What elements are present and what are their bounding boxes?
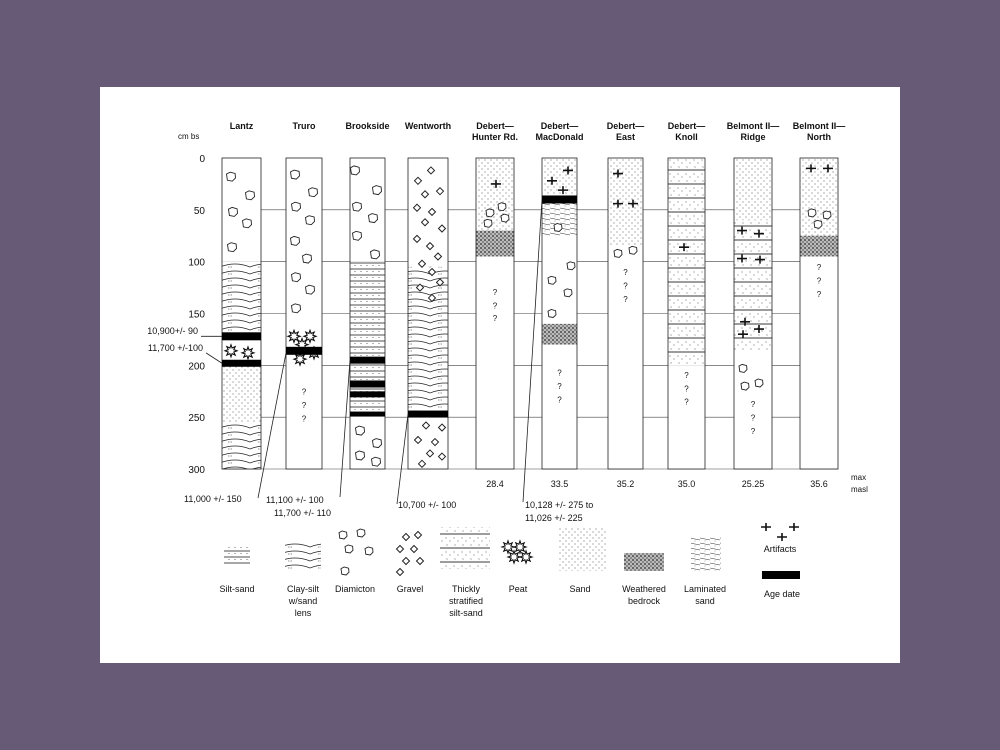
stratigraphy-diagram bbox=[100, 87, 900, 663]
layer-fill-brookside bbox=[350, 262, 385, 412]
diamicton-clast bbox=[755, 379, 763, 387]
legend-label-laminated: sand bbox=[695, 596, 715, 606]
legend-label-diamicton: Diamicton bbox=[334, 584, 376, 594]
layer-fill-debert-macdonald bbox=[542, 324, 577, 345]
date-label-macdonald-1: 10,128 +/- 275 to bbox=[525, 500, 594, 510]
diamicton-clast bbox=[243, 219, 252, 228]
leader-line bbox=[340, 360, 350, 497]
diamicton-clast bbox=[567, 262, 575, 270]
depth-tick-label: 300 bbox=[188, 465, 205, 476]
peat-symbol bbox=[502, 541, 514, 553]
diamicton-clast bbox=[292, 202, 301, 211]
depth-tick-label: 200 bbox=[188, 361, 205, 373]
diamicton-clast bbox=[614, 249, 622, 257]
peat-symbol bbox=[514, 541, 526, 553]
depth-tick-label: 0 bbox=[199, 154, 205, 165]
diamicton-clast bbox=[246, 191, 255, 200]
diamicton-clast bbox=[823, 211, 831, 219]
layer-fill-debert-macdonald bbox=[542, 236, 577, 324]
depth-tick-label: 250 bbox=[188, 413, 205, 425]
diamicton-clast bbox=[292, 273, 301, 282]
diamicton-clast bbox=[814, 220, 822, 228]
diamicton-clast bbox=[741, 382, 749, 390]
unknown-marker: ? bbox=[750, 399, 756, 409]
stratigraphy-panel bbox=[100, 87, 900, 663]
unknown-marker: ? bbox=[816, 262, 822, 272]
legend-label-thick-silt: stratified bbox=[448, 596, 484, 606]
artifact-icon bbox=[761, 523, 771, 531]
depth-unit-label: cm bs bbox=[178, 132, 200, 141]
diamicton-clast bbox=[227, 172, 236, 181]
masl-value-debert-east: 35.2 bbox=[616, 479, 635, 489]
diamicton-clast bbox=[501, 214, 509, 222]
unknown-marker: ? bbox=[623, 281, 628, 291]
legend-label-gravel: Gravel bbox=[396, 584, 424, 594]
layer-fill-debert-hunter bbox=[476, 231, 514, 257]
legend-label-artifacts: Artifacts bbox=[763, 544, 797, 554]
diamicton-clast bbox=[309, 188, 318, 197]
age-date-bar bbox=[222, 360, 261, 367]
leader-line bbox=[397, 414, 408, 504]
unknown-marker: ? bbox=[623, 268, 628, 278]
diamicton-clast bbox=[357, 529, 365, 537]
diamicton-clast bbox=[356, 451, 365, 460]
unknown-marker: ? bbox=[557, 368, 562, 378]
diamicton-clast bbox=[341, 567, 349, 575]
peat-symbol bbox=[508, 551, 520, 563]
layer-fill-debert-macdonald bbox=[542, 158, 577, 199]
diamicton-clast bbox=[484, 219, 492, 227]
age-date-bar bbox=[222, 332, 261, 340]
gravel-clast bbox=[403, 534, 410, 541]
column-header-belmont-ridge: Ridge bbox=[740, 132, 766, 142]
diamicton-clast bbox=[303, 254, 312, 263]
age-date-bar bbox=[350, 380, 385, 387]
gravel-clast bbox=[415, 532, 422, 539]
layer-fill-debert-east bbox=[608, 158, 643, 246]
diamicton-clast bbox=[548, 310, 556, 318]
masl-value-debert-macdonald: 33.5 bbox=[550, 479, 569, 489]
unknown-marker: ? bbox=[684, 384, 689, 394]
diamicton-clast bbox=[228, 243, 237, 252]
layer-fill-belmont-north bbox=[800, 256, 838, 469]
peat-symbol bbox=[294, 353, 306, 365]
column-header-debert-east: East bbox=[615, 132, 636, 142]
diamicton-clast bbox=[629, 246, 637, 254]
legend-label-weathered: bedrock bbox=[627, 596, 661, 606]
gravel-clast bbox=[411, 546, 418, 553]
depth-tick-label: 100 bbox=[188, 257, 205, 269]
column-header-debert-macdonald: Debert— bbox=[540, 121, 579, 131]
max-label: max bbox=[851, 473, 867, 482]
gravel-clast bbox=[403, 558, 410, 565]
legend-sand-swatch bbox=[558, 527, 606, 571]
column-header-truro: Truro bbox=[292, 121, 316, 131]
unknown-marker: ? bbox=[816, 276, 822, 286]
layer-fill-debert-macdonald bbox=[542, 345, 577, 469]
legend-label-clay-silt: lens bbox=[294, 608, 312, 618]
masl-value-belmont-north: 35.6 bbox=[810, 479, 828, 489]
age-date-bar bbox=[286, 347, 322, 355]
elevation-values bbox=[486, 479, 828, 489]
date-label-truro-2: 11,700 +/- 110 bbox=[274, 508, 331, 518]
diamicton-clast bbox=[229, 207, 238, 216]
masl-value-belmont-ridge: 25.25 bbox=[741, 479, 765, 489]
column-header-debert-macdonald: MacDonald bbox=[535, 132, 584, 142]
diamicton-clast bbox=[369, 214, 378, 223]
column-header-debert-hunter: Debert— bbox=[476, 121, 514, 131]
gravel-clast bbox=[417, 558, 424, 565]
date-label-lantz-bottom: 11,000 +/- 150 bbox=[184, 494, 242, 504]
legend bbox=[219, 523, 800, 618]
column-header-belmont-north: North bbox=[807, 132, 831, 142]
diamicton-clast bbox=[486, 209, 494, 217]
unknown-marker: ? bbox=[492, 287, 498, 297]
age-date-bar bbox=[350, 357, 385, 364]
age-date-bar bbox=[408, 411, 448, 418]
layer-fill-lantz bbox=[222, 422, 261, 469]
unknown-marker: ? bbox=[557, 382, 562, 392]
column-header-belmont-north: Belmont II— bbox=[792, 121, 846, 131]
leader-line bbox=[258, 353, 286, 498]
layer-fill-debert-knoll bbox=[668, 365, 705, 469]
layer-fill-wentworth bbox=[408, 267, 448, 412]
legend-silt-sand-swatch bbox=[224, 547, 250, 565]
legend-label-clay-silt: w/sand bbox=[288, 596, 318, 606]
column-header-lantz: Lantz bbox=[229, 121, 254, 131]
legend-label-thick-silt: silt-sand bbox=[449, 608, 483, 618]
diamicton-clast bbox=[345, 545, 353, 553]
legend-clay-silt-swatch bbox=[285, 541, 321, 569]
legend-age-date-swatch bbox=[762, 571, 800, 579]
legend-label-weathered: Weathered bbox=[622, 584, 666, 594]
diamicton-clast bbox=[548, 276, 556, 284]
gravel-clast bbox=[397, 546, 404, 553]
layer-fill-lantz bbox=[222, 262, 261, 335]
column-header-debert-knoll: Debert— bbox=[667, 121, 706, 131]
diamicton-clast bbox=[356, 426, 365, 435]
unknown-marker: ? bbox=[557, 395, 562, 405]
column-header-debert-knoll: Knoll bbox=[675, 132, 698, 142]
diamicton-clast bbox=[291, 236, 300, 245]
legend-weathered-swatch bbox=[624, 553, 664, 571]
date-label-macdonald-2: 11,026 +/- 225 bbox=[525, 513, 583, 523]
legend-label-sand: Sand bbox=[569, 584, 591, 594]
diamicton-clast bbox=[291, 170, 300, 179]
peat-symbol bbox=[242, 347, 254, 359]
unknown-marker: ? bbox=[684, 397, 689, 407]
legend-label-peat: Peat bbox=[508, 584, 528, 594]
leader-line bbox=[523, 199, 542, 502]
depth-tick-label: 150 bbox=[188, 309, 205, 321]
unknown-marker: ? bbox=[684, 370, 689, 380]
masl-label: masl bbox=[851, 485, 868, 494]
unknown-marker: ? bbox=[492, 313, 498, 323]
masl-value-debert-hunter: 28.4 bbox=[486, 479, 504, 489]
column-header-debert-east: Debert— bbox=[606, 121, 645, 131]
diamicton-clast bbox=[371, 250, 380, 259]
peat-symbol bbox=[225, 345, 237, 357]
age-date-bar bbox=[350, 412, 385, 417]
diamicton-clast bbox=[498, 203, 506, 211]
unknown-marker: ? bbox=[301, 414, 307, 424]
diamicton-clast bbox=[306, 285, 315, 294]
diamicton-clast bbox=[373, 439, 382, 448]
legend-label-laminated: Laminated bbox=[683, 584, 727, 594]
diamicton-clast bbox=[365, 547, 373, 555]
diamicton-clast bbox=[373, 186, 382, 195]
unknown-marker: ? bbox=[750, 413, 756, 423]
depth-tick-label: 50 bbox=[193, 205, 205, 217]
unknown-marker: ? bbox=[301, 400, 307, 410]
diamicton-clast bbox=[739, 364, 747, 372]
layer-fill-debert-east bbox=[608, 246, 643, 469]
diamicton-clast bbox=[306, 216, 315, 225]
legend-laminated-swatch bbox=[691, 537, 721, 571]
legend-label-clay-silt: Clay-silt bbox=[286, 584, 320, 594]
diamicton-clast bbox=[292, 304, 301, 313]
layer-fill-debert-knoll bbox=[668, 158, 705, 365]
artifact-icon bbox=[777, 533, 787, 541]
peat-symbol bbox=[520, 551, 532, 563]
layer-fill-wentworth bbox=[408, 158, 448, 267]
artifact-icon bbox=[789, 523, 799, 531]
diamicton-clast bbox=[554, 224, 562, 232]
masl-value-debert-knoll: 35.0 bbox=[677, 479, 696, 489]
age-date-bar bbox=[542, 195, 577, 203]
unknown-marker: ? bbox=[816, 289, 822, 299]
diamicton-clast bbox=[351, 166, 360, 175]
depth-axis bbox=[188, 154, 205, 476]
date-label-lantz-upper: 10,900+/- 90 bbox=[147, 326, 198, 337]
diamicton-clast bbox=[353, 231, 362, 240]
date-label-truro-1: 11,100 +/- 100 bbox=[266, 495, 324, 505]
diamicton-clast bbox=[564, 289, 572, 297]
leader-line bbox=[206, 353, 222, 363]
unknown-marker: ? bbox=[750, 426, 756, 436]
diamicton-clast bbox=[353, 202, 362, 211]
column-header-wentworth: Wentworth bbox=[404, 121, 452, 131]
diamicton-clast bbox=[808, 209, 816, 217]
unknown-marker: ? bbox=[492, 301, 498, 311]
column-headers bbox=[230, 121, 846, 142]
unknown-marker: ? bbox=[301, 387, 307, 397]
gravel-clast bbox=[397, 569, 404, 576]
date-label-lantz-lower: 11,700 +/-100 bbox=[147, 342, 203, 353]
legend-label-silt-sand: Silt-sand bbox=[219, 584, 255, 594]
unknown-marker: ? bbox=[623, 295, 628, 305]
date-label-wentworth: 10,700 +/- 100 bbox=[398, 500, 457, 510]
legend-label-thick-silt: Thickly bbox=[451, 584, 481, 594]
layer-fill-belmont-ridge bbox=[734, 220, 772, 350]
column-header-brookside: Brookside bbox=[345, 121, 390, 131]
column-header-belmont-ridge: Belmont II— bbox=[726, 121, 780, 131]
diamicton-clast bbox=[372, 457, 381, 466]
layer-fill-lantz bbox=[222, 365, 261, 422]
age-date-bar bbox=[350, 391, 385, 397]
layer-fill-belmont-north bbox=[800, 236, 838, 257]
legend-thick-silt-swatch bbox=[440, 527, 490, 569]
column-header-debert-hunter: Hunter Rd. bbox=[472, 132, 518, 142]
legend-label-age-date: Age date bbox=[763, 589, 801, 599]
diamicton-clast bbox=[339, 531, 347, 539]
